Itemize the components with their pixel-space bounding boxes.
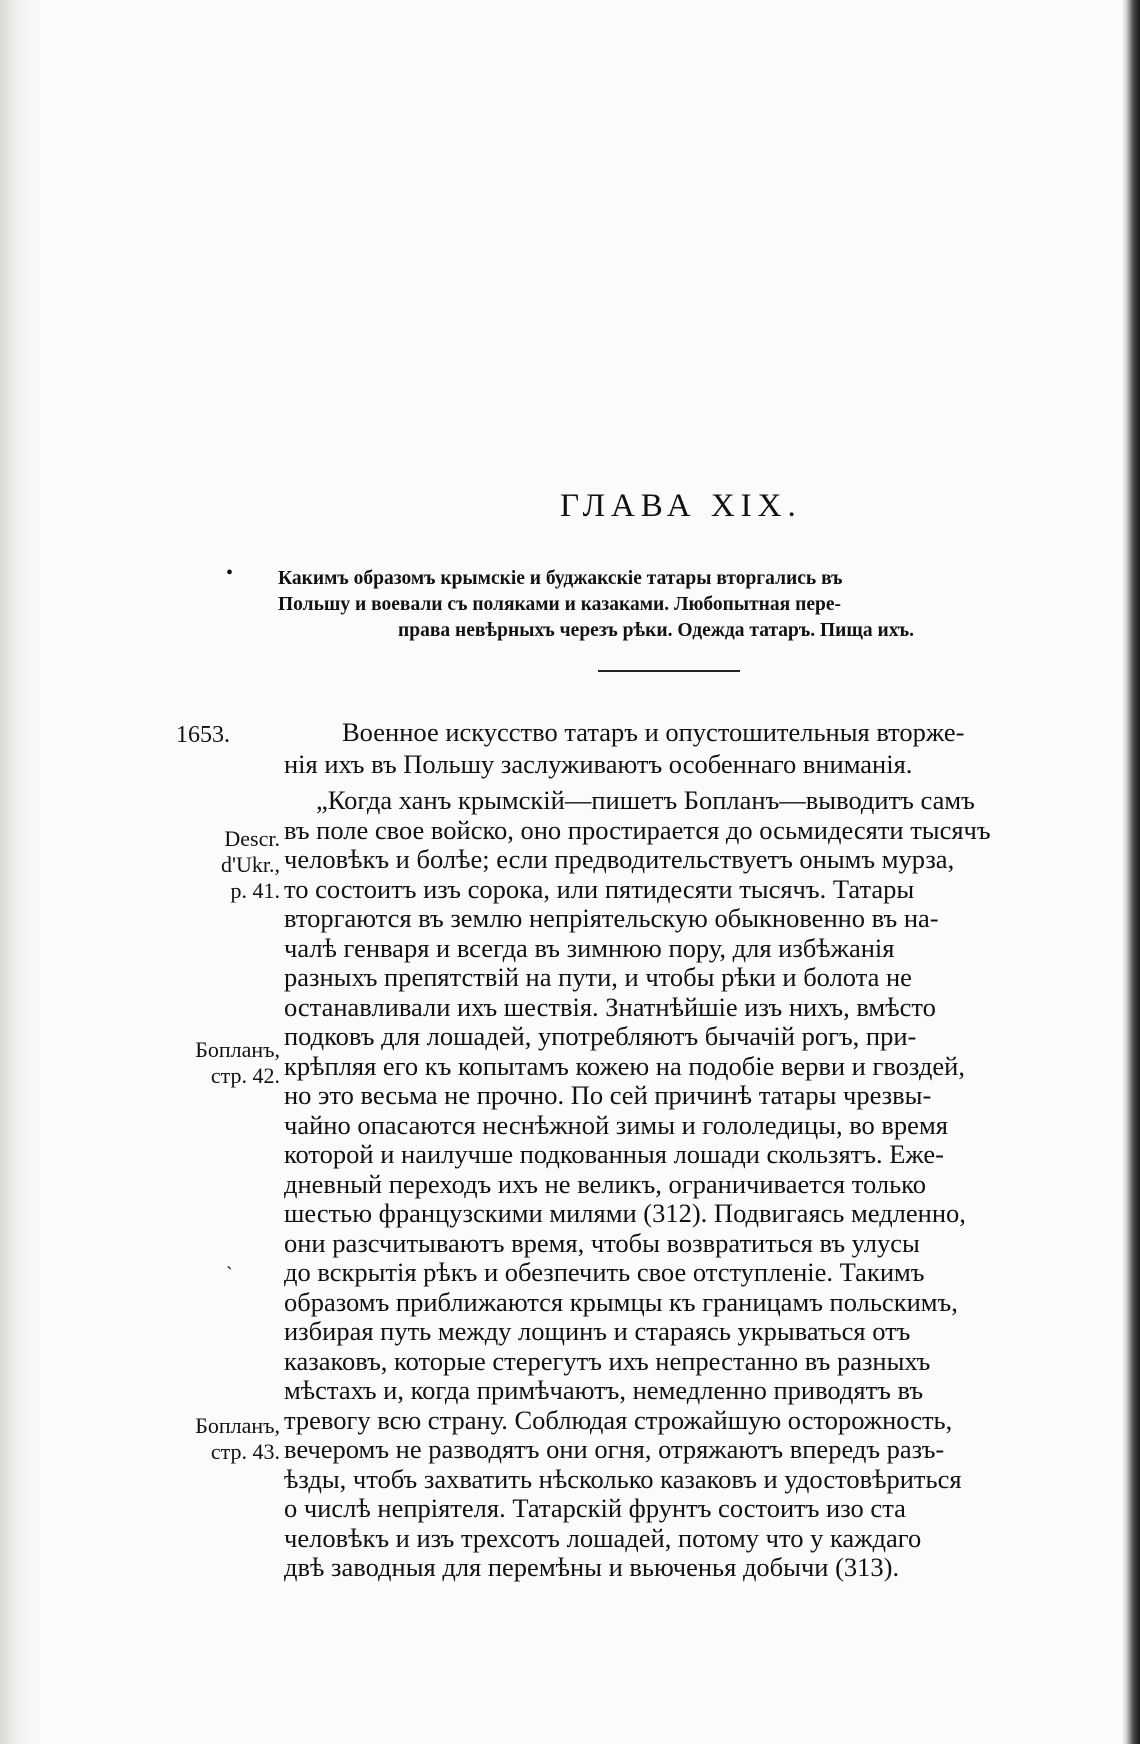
body-line: избирая путь между лощинъ и стараясь укрываться отъ (284, 1316, 911, 1346)
body-line: вторгаются въ землю непріятельскую обыкновенно въ на- (284, 903, 939, 933)
body-line: но это весьма не прочно. По сей причинѣ татары чрезвы- (284, 1080, 932, 1110)
body-line: чалѣ генваря и всегда въ зимнюю пору, для избѣжанія (284, 932, 895, 963)
body-line: чайно опасаются неснѣжной зимы и гололедицы, во время (284, 1109, 948, 1140)
body-line: въ поле свое войско, оно простирается до осьмидесяти тысячъ (284, 814, 991, 845)
margin-note-boplan-43 (170, 1413, 280, 1465)
body-line: двѣ заводныя для перемѣны и вьюченья добычи (313). (284, 1552, 900, 1582)
body-line: „Когда ханъ крымскій—пишетъ Бопланъ—выводитъ самъ (316, 785, 975, 815)
margin-note-line: Бопланъ, (195, 1413, 280, 1438)
body-line: останавливали ихъ шествія. Знатнѣйшіе изъ нихъ, вмѣсто (284, 991, 936, 1022)
body-line: они разсчитываютъ время, чтобы возвратиться въ улусы (284, 1227, 920, 1258)
body-line: вечеромъ не разводятъ они огня, отряжаютъ впередъ разъ- (284, 1434, 945, 1464)
margin-dot: • (226, 562, 234, 584)
summary-line: Какимъ образомъ крымскіе и буджакскіе татары вторгались въ (278, 568, 843, 589)
body-line: человѣкъ и изъ трехсотъ лошадей, потому что у каждаго (284, 1522, 922, 1553)
margin-note-descr (170, 826, 280, 904)
margin-note-line: стр. 42. (210, 1063, 280, 1088)
body-line: о числѣ непріятеля. Татарскій фрунтъ состоитъ изо ста (284, 1493, 906, 1523)
body-line: разныхъ препятствій на пути, и чтобы рѣки и болота не (284, 962, 912, 992)
margin-note-line: Бопланъ, (195, 1037, 280, 1062)
margin-note-line: d'Ukr., (221, 852, 280, 877)
lead-line: нія ихъ въ Польшу заслуживаютъ особеннаго вниманія. (284, 749, 913, 779)
body-line: человѣкъ и болѣе; если предводительствуетъ онымъ мурза, (284, 844, 955, 874)
chapter-title: ГЛАВА XIX. (560, 488, 802, 524)
body-line: подковъ для лошадей, употребляютъ бычачій рогъ, при- (284, 1021, 917, 1051)
lead-line: Военное искусство татаръ и опустошительныя вторже- (342, 717, 965, 747)
body-line: тревогу всю страну. Соблюдая строжайшую осторожность, (284, 1404, 953, 1435)
body-line: казаковъ, которые стерегутъ ихъ непрестанно въ разныхъ (284, 1345, 931, 1376)
page-left-edge (0, 0, 42, 1744)
margin-note-boplan-42 (170, 1037, 280, 1089)
summary-line: Польшу и воевали съ поляками и казаками. Любопытная пере- (278, 594, 841, 615)
body-line: крѣпляя его къ копытамъ кожею на подобіе верви и гвоздей, (284, 1050, 965, 1081)
chapter-summary (278, 566, 1064, 644)
body-line: то состоитъ изъ сорока, или пятидесяти тысячъ. Татары (284, 873, 915, 904)
body-paragraph (284, 786, 1064, 1583)
summary-line: права невѣрныхъ черезъ рѣки. Одежда татаръ. Пища ихъ. (398, 620, 914, 641)
body-line: ѣзды, чтобъ захватить нѣсколько казаковъ и удостовѣриться (284, 1463, 962, 1494)
section-divider (598, 670, 740, 672)
margin-tick: ˎ (226, 1248, 233, 1270)
margin-note-line: Descr. (224, 826, 280, 851)
body-line: дневный переходъ ихъ не великъ, ограничивается только (284, 1168, 926, 1199)
body-line: образомъ приближаются крымцы къ границамъ польскимъ, (284, 1286, 958, 1317)
margin-note-line: p. 41. (230, 878, 280, 903)
margin-year: 1653. (176, 722, 230, 748)
body-line: шестью французскими милями (312). Подвигаясь медленно, (284, 1198, 966, 1228)
body-line: мѣстахъ и, когда примѣчаютъ, немедленно приводятъ въ (284, 1375, 924, 1405)
page-right-edge (1122, 0, 1140, 1744)
body-line: которой и наилучше подкованныя лошади скользятъ. Еже- (284, 1139, 944, 1169)
body-line: до вскрытія рѣкъ и обезпечить свое отступленіе. Такимъ (284, 1257, 925, 1287)
lead-paragraph (284, 716, 1064, 780)
margin-note-line: стр. 43. (210, 1439, 280, 1464)
